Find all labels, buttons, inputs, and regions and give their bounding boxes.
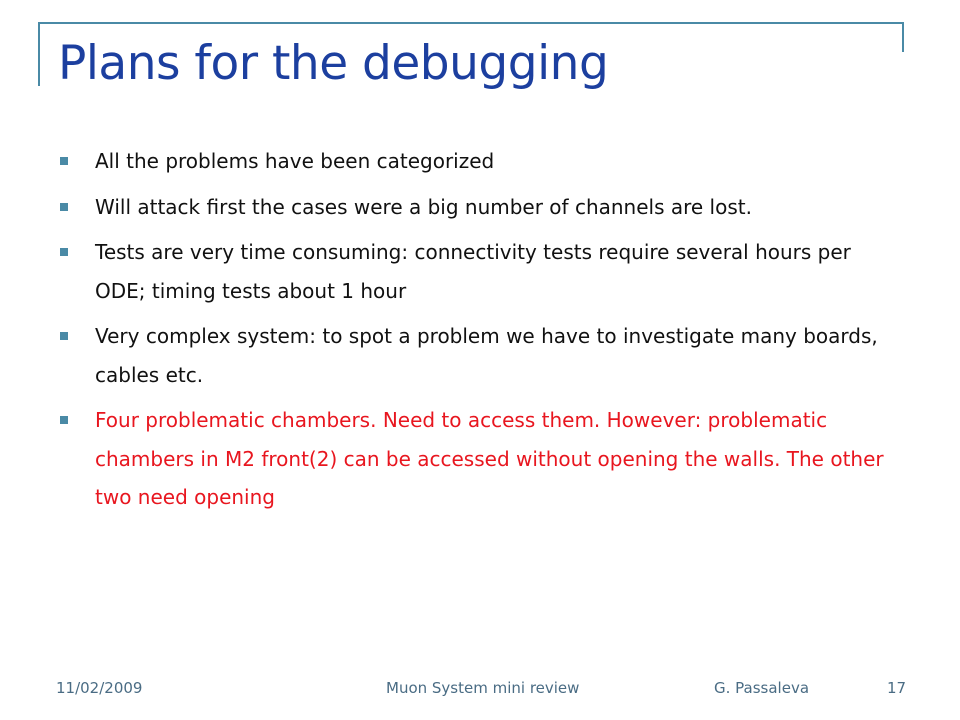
slide-title: Plans for the debugging (58, 36, 609, 91)
bullet-item (58, 188, 898, 227)
footer-author: G. Passaleva (714, 679, 810, 697)
square-bullet-icon (60, 332, 68, 340)
bullet-text: All the problems have been categorized (95, 149, 495, 173)
frame-right-line (902, 22, 904, 52)
square-bullet-icon (60, 157, 68, 165)
square-bullet-icon (60, 203, 68, 211)
bullet-text: Very complex system: to spot a problem we have to investigate many boards, cables etc. (95, 324, 878, 387)
frame-left-line (38, 22, 40, 86)
footer-page-number: 17 (887, 679, 907, 697)
bullet-list (58, 142, 898, 524)
footer-title: Muon System mini review (386, 679, 580, 697)
square-bullet-icon (60, 416, 68, 424)
square-bullet-icon (60, 248, 68, 256)
bullet-text: Will attack first the cases were a big number of channels are lost. (95, 194, 752, 219)
footer-date: 11/02/2009 (56, 679, 143, 697)
frame-top-line (40, 22, 904, 24)
bullet-item-highlighted (58, 401, 898, 517)
bullet-text: Tests are very time consuming: connectivity tests require several hours per ODE; timing tests about 1 hour (95, 240, 851, 303)
bullet-text: Four problematic chambers. Need to access them. However: problematic chambers in M2 front(2) can be accessed without opening the walls. The other two need opening (95, 408, 884, 509)
bullet-item (58, 317, 898, 394)
bullet-item (58, 142, 898, 181)
bullet-item (58, 233, 898, 310)
